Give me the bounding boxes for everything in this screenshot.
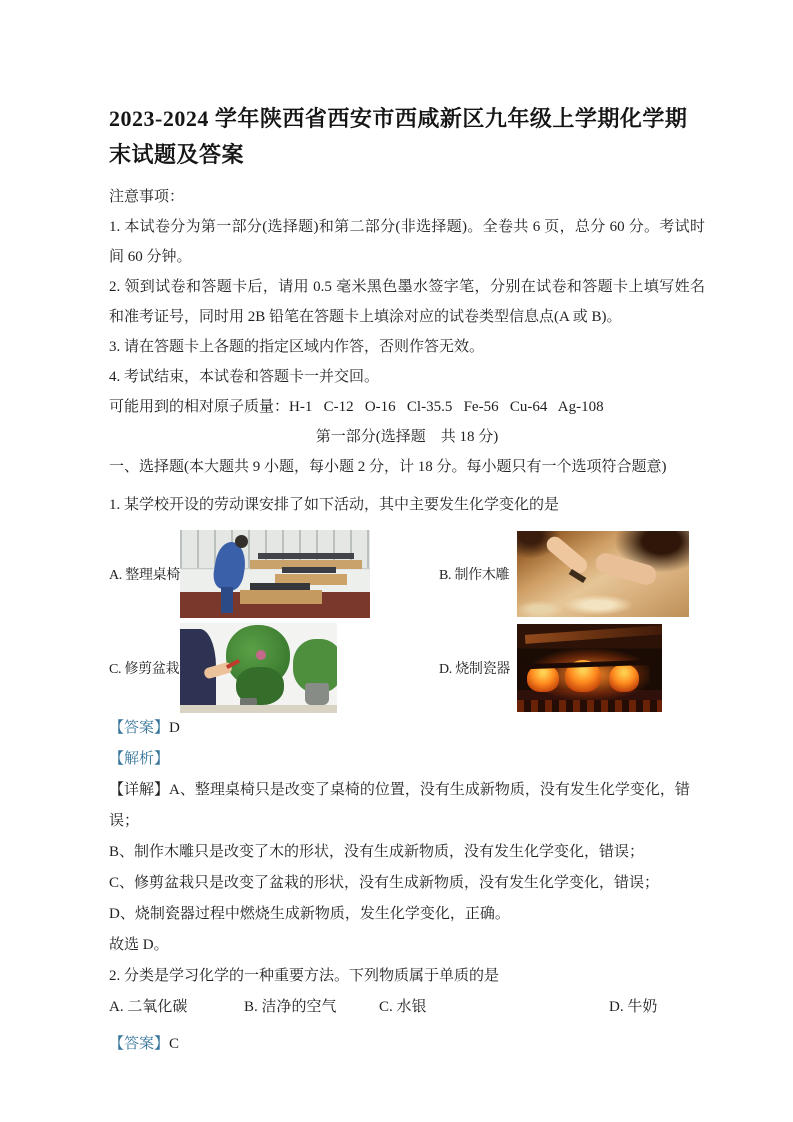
atomic-mass-line: 可能用到的相对原子质量：H-1 C-12 O-16 Cl-35.5 Fe-56 Cu-64 Ag-108 [109,399,604,415]
notice-item-4: 4. 考试结束，本试卷和答题卡一并交回。 [109,369,380,385]
q1-option-d-label: D. 烧制瓷器 [439,662,511,677]
q1-detail-b: B、制作木雕只是改变了木的形状，没有生成新物质，没有发生化学变化，错误； [109,844,645,860]
q2-option-d: D. 牛奶 [609,999,658,1015]
q1-option-b [439,531,689,617]
document-title: 2023-2024 学年陕西省西安市西咸新区九年级上学期化学期末试题及答案 [109,106,688,167]
q1-conclusion: 故选 D。 [109,937,169,953]
q2-answer-value: C [169,1036,180,1052]
q2-answer-line [109,1029,705,1060]
photo-shape [609,664,639,692]
photo-shape [221,587,233,613]
photo-shape [180,705,337,713]
photo-shape [525,625,662,644]
photo-shape [258,553,354,559]
notice-item-2: 2. 领到试卷和答题卡后，请用 0.5 毫米黑色墨水签字笔，分别在试卷和答题卡上填写姓名和准考证号，同时用 2B 铅笔在答题卡上填涂对应的试卷类型信息点(A 或 B)。 [109,279,705,325]
q1-detail-d: D、烧制瓷器过程中燃烧生成新物质，发生化学变化，正确。 [109,906,510,922]
q1-option-a-label: A. 整理桌椅 [109,568,181,583]
notice-item-3: 3. 请在答题卡上各题的指定区域内作答，否则作答无效。 [109,339,485,355]
q1-option-c [109,623,439,713]
q2-option-a: A. 二氧化碳 [109,999,188,1015]
pruning-potted-plant-photo [180,623,337,713]
q1-option-c-label: C. 修剪盆栽 [109,662,180,677]
q1-answer-analysis-block [109,713,705,1060]
kiln-firing-porcelain-photo [517,624,662,712]
answer-tag: 【答案】 [109,720,170,736]
q2-option-b: B. 洁净的空气 [244,999,337,1015]
q1-analysis-line [109,744,705,775]
photo-shape [240,590,322,604]
question-1-stem: 1. 某学校开设的劳动课安排了如下活动，其中主要发生化学变化的是 [109,497,560,513]
photo-shape [563,595,633,615]
q1-option-row-ab [109,529,705,619]
q1-option-row-cd [109,623,705,713]
q1-detail-c: C、修剪盆栽只是改变了盆栽的形状，没有生成新物质，没有发生化学变化，错误； [109,875,660,891]
q1-option-a [109,530,439,618]
photo-shape [517,601,563,617]
photo-shape [282,567,336,573]
q1-option-d [439,624,662,712]
section-heading: 第一部分(选择题 共 18 分) [315,429,499,445]
question-2-stem: 2. 分类是学习化学的一种重要方法。下列物质属于单质的是 [109,968,500,984]
q2-option-row [109,992,705,1023]
q1-detail-a: 【详解】A、整理桌椅只是改变了桌椅的位置，没有生成新物质，没有发生化学变化，错误； [109,782,690,829]
q1-answer-value: D [169,720,180,736]
photo-shape [517,700,662,712]
photo-shape [250,583,310,590]
photo-shape [305,683,329,705]
section-instruction: 一、选择题(本大题共 9 小题，每小题 2 分，计 18 分。每小题只有一个选项符合题意) [109,459,667,475]
notice-item-1: 1. 本试卷分为第一部分(选择题)和第二部分(非选择题)。全卷共 6 页，总分 60 分。考试时间 60 分钟。 [109,219,705,265]
analysis-tag: 【解析】 [109,751,170,767]
classroom-desk-tidying-photo [180,530,370,618]
q1-option-b-label: B. 制作木雕 [439,568,510,583]
answer-tag: 【答案】 [109,1036,170,1052]
hand-wood-carving-photo [517,531,689,617]
photo-shape [235,535,248,548]
q1-answer-line [109,713,705,744]
q2-option-c: C. 水银 [379,999,427,1015]
photo-shape [256,650,266,660]
notice-heading: 注意事项： [109,189,185,205]
